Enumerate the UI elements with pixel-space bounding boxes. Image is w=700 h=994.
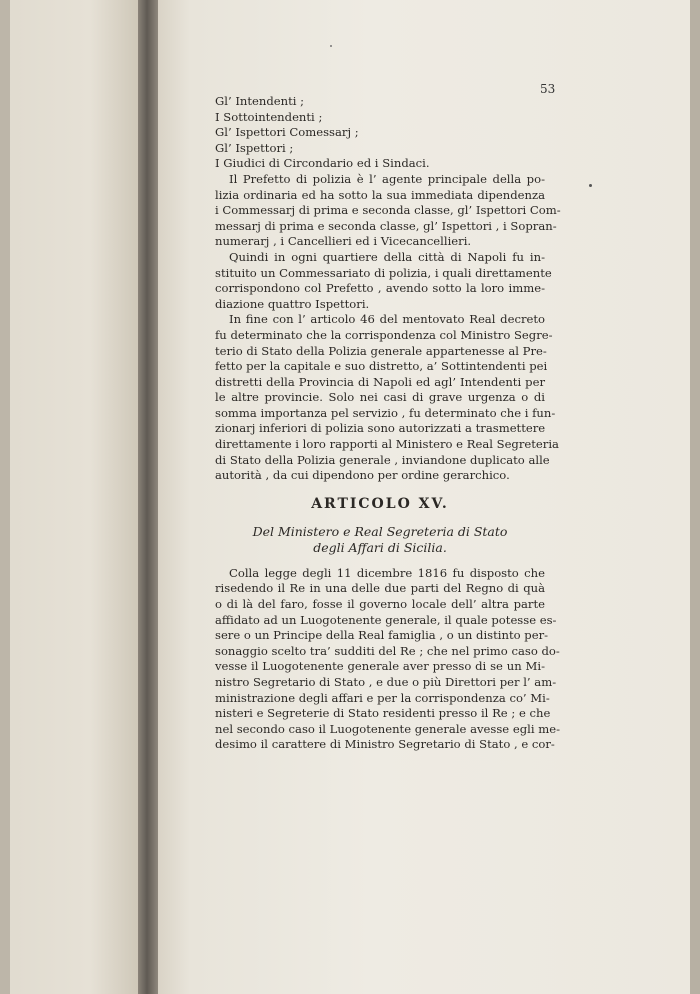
text-line: o di là del faro, fosse il governo locale dell’ altra parte [215, 597, 545, 612]
text-line: vesse il Luogotenente generale aver presso di se un Mi- [215, 659, 545, 674]
article-subtitle [215, 524, 545, 556]
text-line: le altre provincie. Solo nei casi di grave urgenza o di [215, 390, 545, 405]
text-line: Il Prefetto di polizia è l’ agente principale della po- [229, 171, 545, 186]
list-item: I Giudici di Circondario ed i Sindaci. [215, 156, 430, 171]
list-item: Gl’ Intendenti ; [215, 94, 305, 108]
list-item: Gl’ Ispettori Comessarj ; [215, 125, 359, 140]
text-line: i Commessarj di prima e seconda classe, gl’ Ispettori Com- [215, 203, 561, 218]
text-line: affidato ad un Luogotenente generale, il quale potesse es- [215, 612, 557, 627]
text-line: sere o un Principe della Real famiglia , o un distinto per- [215, 628, 549, 643]
page-text [215, 94, 561, 753]
article-heading: ARTICOLO XV. [311, 495, 449, 512]
text-line: Colla legge degli 11 dicembre 1816 fu disposto che [229, 565, 545, 580]
spacer [215, 556, 545, 566]
text-line: sonaggio scelto tra’ sudditi del Re ; che nel primo caso do- [215, 643, 560, 658]
paper-speck [330, 45, 332, 47]
left-page-margin [0, 0, 150, 994]
page-number: 53 [540, 82, 556, 96]
paragraph-prefetto [215, 171, 561, 250]
right-page-edge [690, 0, 700, 994]
subtitle-line: degli Affari di Sicilia. [313, 539, 447, 555]
text-line: fu determinato che la corrispondenza col Ministro Segre- [215, 327, 553, 342]
text-line: messarj di prima e seconda classe, gl’ Ispettori , i Sopran- [215, 218, 557, 233]
text-line: nisteri e Segreterie di Stato residenti presso il Re ; e che [215, 706, 551, 721]
text-line: terio di Stato della Polizia generale appartenesse al Pre- [215, 343, 547, 358]
text-line: di Stato della Polizia generale , inviandone duplicato alle [215, 452, 550, 467]
text-line: direttamente i loro rapporti al Ministero e Real Segreteria [215, 437, 559, 452]
text-line: desimo il carattere di Ministro Segretario di Stato , e cor- [215, 737, 555, 752]
text-line: In fine con l’ articolo 46 del mentovato Real decreto [229, 312, 545, 327]
text-line: fetto per la capitale e suo distretto, a’ Sottintendenti pei [215, 359, 548, 374]
left-page-edge [0, 0, 10, 994]
paragraph-corrispondenza [215, 312, 559, 484]
text-line: distretti della Provincia di Napoli ed agl’ Intendenti per [215, 374, 545, 389]
text-line: numerarj , i Cancellieri ed i Vicecancellieri. [215, 234, 472, 249]
text-line: diazione quattro Ispettori. [215, 296, 370, 311]
book-gutter [138, 0, 158, 994]
text-line: somma importanza pel servizio , fu determinato che i fun- [215, 405, 556, 420]
text-line: autorità , da cui dipendono per ordine gerarchico. [215, 468, 510, 483]
subtitle-line: Del Ministero e Real Segreteria di Stato [252, 523, 508, 539]
list-lines [215, 94, 545, 172]
text-line: stituito un Commessariato di polizia, i quali direttamente [215, 265, 552, 280]
text-line: nel secondo caso il Luogotenente generale avesse egli me- [215, 721, 560, 736]
list-item: I Sottointendenti ; [215, 109, 323, 124]
text-line: risedendo il Re in una delle due parti del Regno di quà [215, 581, 545, 596]
text-line: corrispondono col Prefetto , avendo sotto la loro imme- [215, 281, 545, 296]
text-line: zionarj inferiori di polizia sono autorizzati a trasmettere [215, 421, 546, 436]
text-line: Quindi in ogni quartiere della città di Napoli fu in- [229, 249, 545, 264]
text-line: ministrazione degli affari e per la corrispondenza co’ Mi- [215, 690, 550, 705]
paragraph-quartiere [215, 249, 552, 312]
text-line: nistro Segretario di Stato , e due o più Direttori per l’ am- [215, 675, 557, 689]
text-line: lizia ordinaria ed ha sotto la sua immediata dipendenza [215, 187, 545, 202]
paper-speck [589, 184, 592, 187]
list-item: Gl’ Ispettori ; [215, 140, 294, 155]
paragraph-legge [215, 565, 560, 753]
